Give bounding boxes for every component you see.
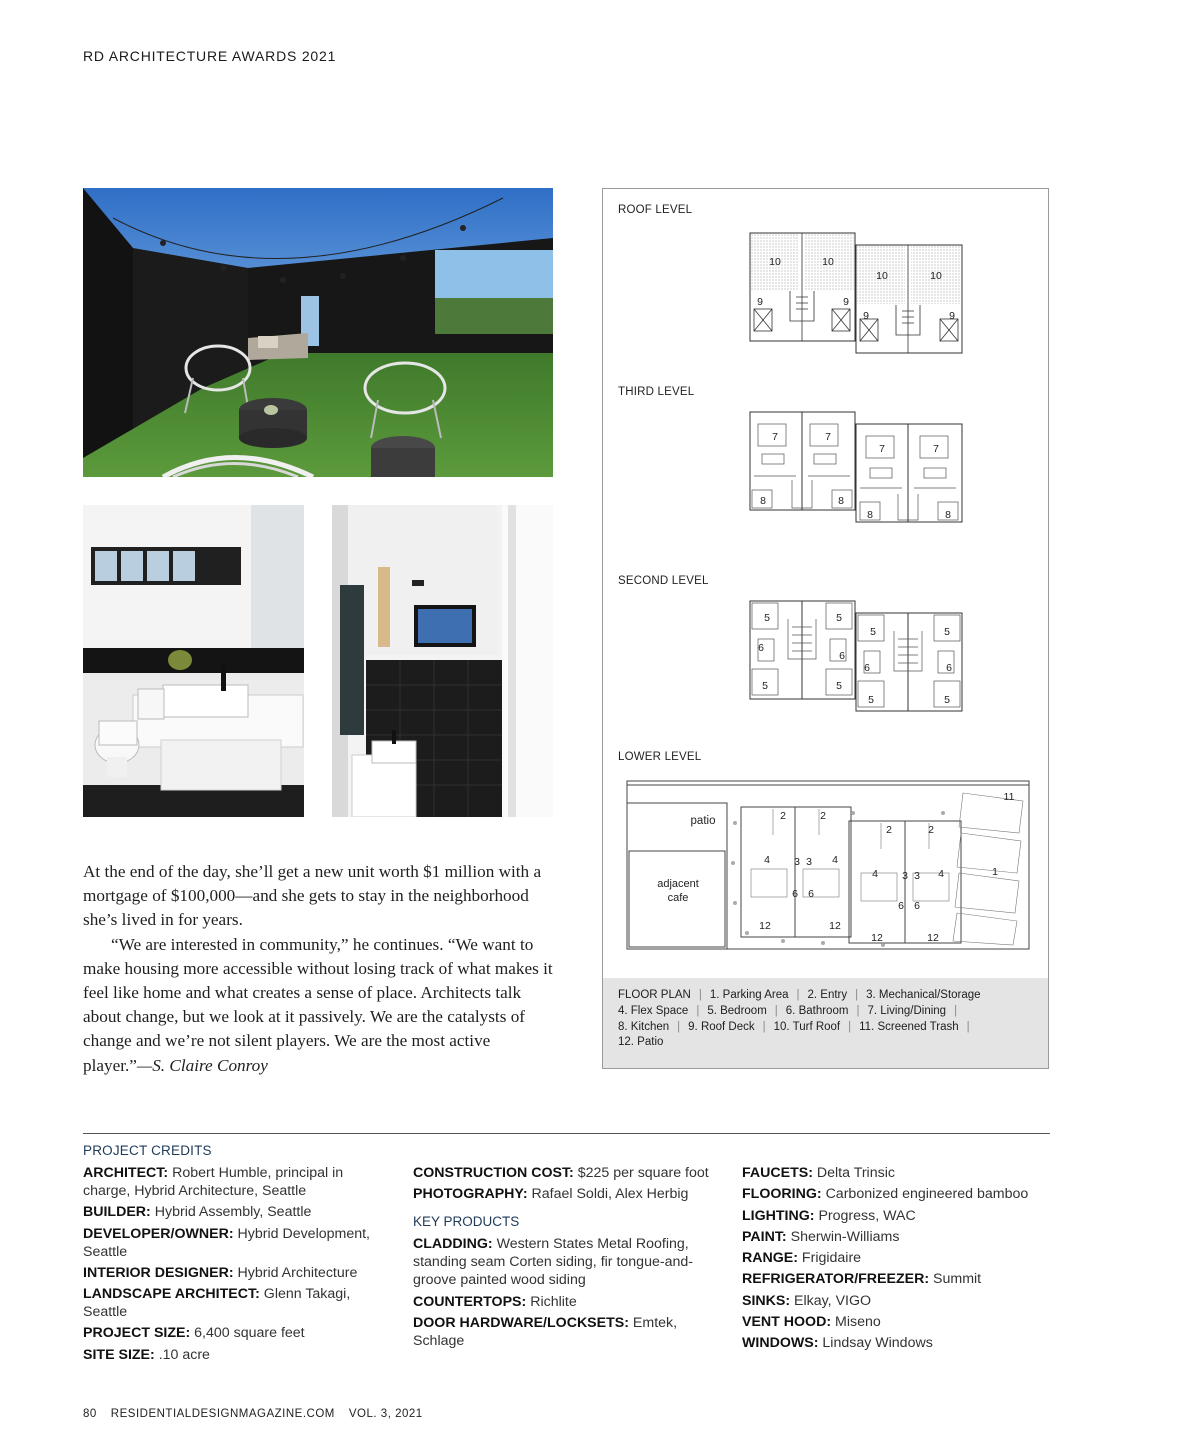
roof-num-8: 9	[949, 310, 955, 322]
lower-num-19: 12	[871, 932, 883, 944]
credit-key: BUILDER:	[83, 1204, 151, 1221]
credit-key: PHOTOGRAPHY:	[413, 1186, 528, 1203]
credit-item	[83, 1203, 388, 1221]
rooftop-deck-photo	[83, 188, 553, 477]
article-body	[83, 860, 555, 1078]
credit-key: FLOORING:	[742, 1186, 822, 1203]
second-num-8: 6	[946, 662, 952, 674]
credit-value: Western States Metal Roofing, standing seam Corten siding, fir tongue-and-groove painted wood siding	[413, 1236, 693, 1289]
legend-item: 8. Kitchen	[618, 1020, 670, 1033]
credit-value: Hybrid Development, Seattle	[83, 1225, 370, 1260]
lower-num-10: 3	[902, 870, 908, 882]
credit-key: LANDSCAPE ARCHITECT:	[83, 1286, 260, 1303]
roof-num-7: 9	[863, 310, 869, 322]
second-num-12: 5	[944, 694, 950, 706]
credit-item	[83, 1164, 388, 1200]
lower-num-20: 12	[927, 932, 939, 944]
third-level-label: THIRD LEVEL	[618, 386, 695, 398]
second-level-label: SECOND LEVEL	[618, 575, 709, 587]
page-number: 80	[83, 1408, 97, 1420]
credit-item	[83, 1285, 388, 1321]
credit-item	[742, 1249, 1050, 1267]
credits-divider	[83, 1133, 1050, 1134]
roof-plan-drawing	[748, 231, 964, 355]
second-num-3: 5	[870, 626, 876, 638]
credit-item	[413, 1235, 723, 1289]
credit-value: Glenn Takagi, Seattle	[83, 1286, 351, 1321]
credit-item	[413, 1293, 723, 1311]
second-num-5: 6	[758, 642, 764, 654]
credit-value: Emtek, Schlage	[413, 1314, 678, 1349]
floor-plan-legend	[603, 978, 1048, 1068]
lower-num-21: 11	[1003, 791, 1015, 803]
credit-item	[83, 1324, 388, 1342]
section-header: RD ARCHITECTURE AWARDS 2021	[83, 48, 337, 64]
legend-item: 9. Roof Deck	[688, 1020, 755, 1033]
credit-item	[742, 1185, 1050, 1203]
roof-num-4: 10	[930, 270, 942, 282]
third-num-8: 8	[945, 509, 951, 521]
credit-item	[83, 1346, 388, 1364]
paragraph-1: At the end of the day, she’ll get a new unit worth $1 million with a mortgage of $100,000—and she gets to stay in the neighborhood she’s lived in for years.	[83, 862, 542, 930]
credit-key: VENT HOOD:	[742, 1314, 832, 1331]
credit-value: Delta Trinsic	[816, 1165, 895, 1181]
quote-text: “We are interested in community,” he continues. “We want to make housing more accessible without losing track of what makes it feel like home and what creates a sense of place. Architects talk about change, but we look at it passively. We are the catalysts of change and we’re not silent players. We are the most active player.”	[83, 934, 553, 1075]
credit-value: Robert Humble, principal in charge, Hybrid Architecture, Seattle	[83, 1165, 344, 1199]
credit-key: SINKS:	[742, 1292, 791, 1309]
lower-num-3: 2	[886, 824, 892, 836]
credit-key: WINDOWS:	[742, 1335, 819, 1352]
lower-num-8: 4	[832, 854, 838, 866]
credit-item	[742, 1207, 1050, 1225]
lower-num-1: 2	[780, 810, 786, 822]
lower-num-2: 2	[820, 810, 826, 822]
paragraph-2	[83, 933, 555, 1078]
lower-level-drawing	[623, 773, 1033, 951]
credit-key: CONSTRUCTION COST:	[413, 1165, 574, 1181]
credit-item	[742, 1270, 1050, 1288]
credit-key: PAINT:	[742, 1228, 787, 1245]
legend-title: FLOOR PLAN	[618, 989, 691, 1001]
second-num-9: 5	[762, 680, 768, 692]
legend-line-2: 4. Flex Space | 5. Bedroom | 6. Bathroom | 7. Living/Dining |	[618, 1004, 958, 1017]
lower-num-5: 4	[764, 854, 770, 866]
second-num-1: 5	[764, 612, 770, 624]
legend-item: 11. Screened Trash	[859, 1020, 959, 1033]
credit-key: ARCHITECT:	[83, 1165, 169, 1181]
legend-item: 2. Entry	[807, 989, 848, 1001]
credit-value: Sherwin-Williams	[790, 1228, 900, 1245]
credit-item	[742, 1164, 1050, 1182]
credit-item	[742, 1313, 1050, 1331]
author-signature: —S. Claire Conroy	[136, 1055, 268, 1075]
credit-key: LIGHTING:	[742, 1207, 815, 1224]
third-num-1: 7	[772, 431, 778, 443]
roof-num-2: 10	[822, 256, 834, 268]
legend-item: 12. Patio	[618, 1036, 664, 1049]
legend-item: 7. Living/Dining	[867, 1004, 947, 1017]
credits-column-3	[742, 1164, 1050, 1356]
legend-item: 4. Flex Space	[618, 1004, 689, 1017]
credit-item	[413, 1314, 723, 1350]
credit-item	[83, 1225, 388, 1261]
credit-value: Miseno	[835, 1314, 881, 1331]
roof-num-6: 9	[843, 296, 849, 308]
lower-num-6: 3	[794, 856, 800, 868]
credit-value: Frigidaire	[801, 1250, 862, 1267]
lower-num-14: 6	[808, 888, 814, 900]
credit-key: INTERIOR DESIGNER:	[83, 1264, 234, 1281]
legend-item: 5. Bedroom	[707, 1004, 767, 1017]
legend-line-3: 8. Kitchen | 9. Roof Deck | 10. Turf Roof | 11. Screened Trash |	[618, 1020, 970, 1033]
key-products-heading: KEY PRODUCTS	[413, 1214, 520, 1230]
lower-num-16: 6	[914, 900, 920, 912]
credit-value: Rafael Soldi, Alex Herbig	[531, 1186, 689, 1203]
legend-line-1: FLOOR PLAN | 1. Parking Area | 2. Entry | 3. Mechanical/Storage	[618, 989, 981, 1001]
credit-item	[413, 1185, 723, 1203]
credit-value: .10 acre	[158, 1346, 210, 1363]
lower-num-4: 2	[928, 824, 934, 836]
third-num-3: 7	[879, 443, 885, 455]
third-num-2: 7	[825, 431, 831, 443]
third-level-drawing	[748, 410, 964, 524]
third-num-7: 8	[867, 509, 873, 521]
legend-item: 6. Bathroom	[785, 1004, 849, 1017]
lower-num-17: 12	[759, 920, 771, 932]
legend-line-4	[618, 1035, 1033, 1051]
credit-value: Carbonized engineered bamboo	[825, 1186, 1029, 1203]
credits-column-1	[83, 1164, 388, 1367]
credit-key: DOOR HARDWARE/LOCKSETS:	[413, 1314, 629, 1331]
credit-value: 6,400 square feet	[194, 1325, 305, 1342]
credit-value: Hybrid Architecture	[237, 1264, 358, 1281]
credit-item	[742, 1334, 1050, 1352]
roof-num-1: 10	[769, 256, 781, 268]
lower-cafe-label-1: adjacent	[657, 878, 699, 890]
second-level-drawing	[748, 599, 964, 713]
third-num-6: 8	[838, 495, 844, 507]
lower-num-12: 4	[938, 868, 944, 880]
credit-value: Elkay, VIGO	[794, 1292, 872, 1309]
second-num-2: 5	[836, 612, 842, 624]
bathroom-shower-photo	[332, 505, 553, 817]
lower-num-18: 12	[829, 920, 841, 932]
credit-key: CLADDING:	[413, 1236, 493, 1253]
lower-num-15: 6	[898, 900, 904, 912]
roof-num-5: 9	[757, 296, 763, 308]
credits-column-2	[413, 1164, 723, 1353]
lower-num-11: 3	[914, 870, 920, 882]
credit-key: FAUCETS:	[742, 1165, 813, 1181]
credit-value: Hybrid Assembly, Seattle	[154, 1204, 312, 1221]
page-footer	[83, 1408, 437, 1420]
credit-value: Richlite	[530, 1293, 577, 1310]
bathroom-vanity-photo	[83, 505, 304, 817]
legend-item: 10. Turf Roof	[773, 1020, 841, 1033]
footer-site[interactable]: RESIDENTIALDESIGNMAGAZINE.COM	[110, 1408, 335, 1420]
floor-plan-panel	[602, 188, 1049, 1069]
credit-key: PROJECT SIZE:	[83, 1325, 191, 1342]
lower-num-7: 3	[806, 856, 812, 868]
second-num-4: 5	[944, 626, 950, 638]
second-num-10: 5	[836, 680, 842, 692]
credit-key: COUNTERTOPS:	[413, 1293, 527, 1310]
credit-key: REFRIGERATOR/FREEZER:	[742, 1271, 930, 1288]
credit-value: $225 per square foot	[577, 1165, 709, 1181]
credit-key: RANGE:	[742, 1250, 798, 1267]
lower-level-label: LOWER LEVEL	[618, 751, 702, 763]
credit-value: Lindsay Windows	[822, 1335, 933, 1352]
footer-volume: VOL. 3, 2021	[348, 1408, 423, 1420]
credit-item	[83, 1264, 388, 1282]
second-num-6: 6	[839, 650, 845, 662]
lower-patio-label: patio	[690, 815, 716, 827]
credit-item	[742, 1228, 1050, 1246]
roof-level-label: ROOF LEVEL	[618, 204, 693, 216]
credit-value: Progress, WAC	[818, 1207, 916, 1224]
credit-key: SITE SIZE:	[83, 1346, 155, 1363]
third-num-4: 7	[933, 443, 939, 455]
credit-item	[742, 1292, 1050, 1310]
legend-item: 1. Parking Area	[709, 989, 789, 1001]
second-num-7: 6	[864, 662, 870, 674]
credit-value: Summit	[933, 1271, 982, 1288]
credit-key: DEVELOPER/OWNER:	[83, 1225, 234, 1242]
credits-heading: PROJECT CREDITS	[83, 1143, 212, 1158]
legend-item: 3. Mechanical/Storage	[866, 989, 981, 1001]
credit-item	[413, 1164, 723, 1182]
lower-num-13: 6	[792, 888, 798, 900]
roof-num-3: 10	[876, 270, 888, 282]
third-num-5: 8	[760, 495, 766, 507]
lower-cafe-label-2: cafe	[667, 892, 689, 904]
second-num-11: 5	[868, 694, 874, 706]
lower-num-22: 1	[992, 866, 998, 878]
lower-num-9: 4	[872, 868, 878, 880]
